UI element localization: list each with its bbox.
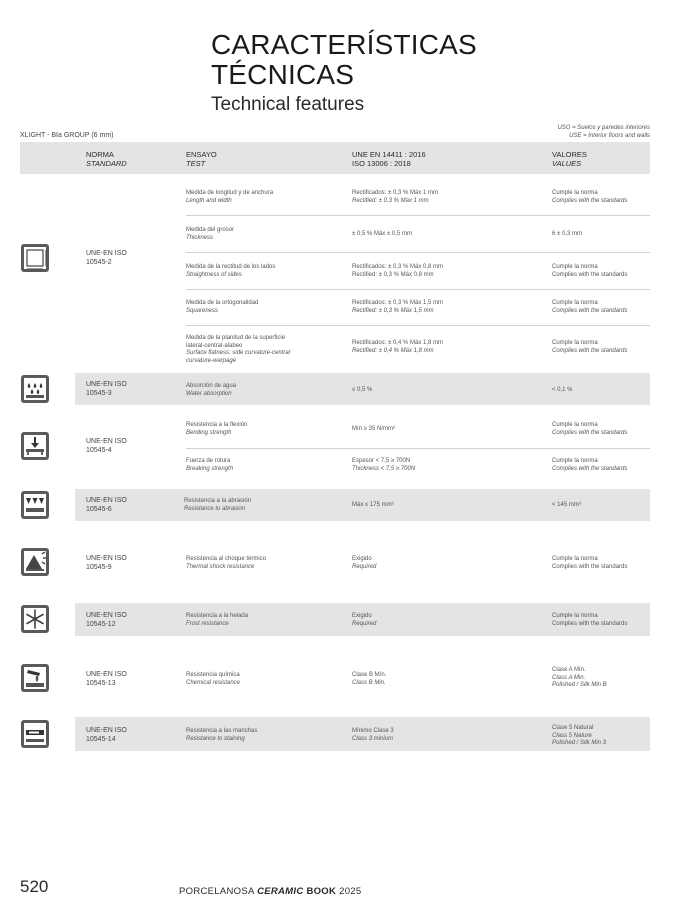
test-en: Water absorption xyxy=(186,390,232,397)
une-en: Required xyxy=(352,563,377,570)
une-en: Required xyxy=(352,620,377,627)
test-es: Medida de longitud y de anchura xyxy=(186,190,274,196)
une-es: ± 0,5 % Máx ± 0,5 mm xyxy=(352,231,412,237)
header-ensayo-en: TEST xyxy=(186,159,206,168)
norm-line-2: 10545-13 xyxy=(86,680,116,687)
val-es: Cumple la norma xyxy=(552,264,598,270)
val-es: 6 ± 0,3 mm xyxy=(552,231,582,237)
une-es: Rectificados: ± 0,3 % Máx 1 mm xyxy=(352,190,438,196)
une-en: Thickness < 7,5 ≥ 700N xyxy=(352,465,416,472)
norm-label xyxy=(86,611,127,629)
test-es: Resistencia a la abrasión xyxy=(184,498,252,504)
norm-line-1: UNE-EN ISO xyxy=(86,555,127,562)
val-es: < 145 mm³ xyxy=(552,502,581,508)
abrasion-icon xyxy=(20,490,50,520)
brand-year: 2025 xyxy=(339,886,362,897)
val-en: Complies with the standards xyxy=(552,620,628,627)
row-separator xyxy=(186,252,650,253)
norm-line-1: UNE-EN ISO xyxy=(86,438,127,445)
val-es: Cumple la norma xyxy=(552,422,598,428)
test-en: Resistance to staining xyxy=(186,735,245,742)
val-es: Cumple la norma xyxy=(552,300,598,306)
header-valores xyxy=(552,150,587,168)
norm-label xyxy=(86,496,127,514)
une-en: Class 3 minium xyxy=(352,735,394,742)
norm-line-1: UNE-EN ISO xyxy=(86,497,127,504)
bending-strength-icon xyxy=(20,431,50,461)
val-extra: Polished / Silk Min 3 xyxy=(552,740,607,746)
header-une xyxy=(352,150,426,168)
val-en: Complies with the standards xyxy=(552,271,628,278)
val-es: < 0,1 % xyxy=(552,387,573,393)
une-es: Mín ≥ 35 N/mm² xyxy=(352,426,395,432)
header-norma-en: STANDARD xyxy=(86,159,127,168)
test-es: Medida de la rectitud de los lados xyxy=(186,264,276,270)
une-en: Rectified: ± 0,4 % Máx 1,8 mm xyxy=(352,347,434,354)
test-en: Straightness of sides xyxy=(186,271,242,278)
brand-ceramic: CERAMIC xyxy=(257,886,304,897)
une-es: Exigido xyxy=(352,556,372,562)
val-es: Clase 5 Natural xyxy=(552,725,594,731)
test-es: Resistencia química xyxy=(186,672,240,678)
une-es: Clase B Mín. xyxy=(352,672,387,678)
header-valores-en: VALUES xyxy=(552,159,582,168)
header-ensayo-es: ENSAYO xyxy=(186,150,217,159)
header-ensayo xyxy=(186,150,217,168)
thermal-shock-icon xyxy=(20,547,50,577)
val-en: Complies with the standards xyxy=(552,429,628,436)
chemical-flask-icon xyxy=(20,663,50,693)
legend-line-1: USO = Suelos y paredes interiores xyxy=(557,125,650,131)
val-es: Cumple la norma xyxy=(552,340,598,346)
test-en: Breaking strength xyxy=(186,465,234,472)
val-en: Class 5 Nature xyxy=(552,732,592,739)
dimension-square-icon xyxy=(20,243,50,273)
footer-brand xyxy=(179,886,361,897)
val-es: Clase A Mín. xyxy=(552,667,586,673)
row-separator xyxy=(186,325,650,326)
header-norma-es: NORMA xyxy=(86,150,114,159)
test-es: Resistencia a la helada xyxy=(186,613,249,619)
val-es: Cumple la norma xyxy=(552,556,598,562)
table-row xyxy=(20,414,650,482)
stain-resistance-icon xyxy=(20,719,50,749)
norm-label xyxy=(86,249,127,267)
table-row xyxy=(20,373,650,405)
header-valores-es: VALORES xyxy=(552,150,587,159)
val-en: Class A Min. xyxy=(552,674,586,681)
table-row xyxy=(20,717,650,751)
test-es: Absorción de agua xyxy=(186,383,237,389)
norm-line-2: 10545-14 xyxy=(86,736,116,743)
brand-book: BOOK xyxy=(306,886,337,897)
norm-label xyxy=(86,726,127,744)
test-en: Frost resistance xyxy=(186,620,229,627)
une-es: Máx ≤ 175 mm³ xyxy=(352,502,394,508)
norm-label xyxy=(86,380,127,398)
norm-line-1: UNE-EN ISO xyxy=(86,612,127,619)
page-subtitle: Technical features xyxy=(211,94,365,115)
test-es: Fuerza de rotura xyxy=(186,458,231,464)
frost-snowflake-icon xyxy=(20,604,50,634)
norm-line-2: 10545-2 xyxy=(86,259,112,266)
test-es: Resistencia a las manchas xyxy=(186,728,258,734)
une-es: Rectificados: ± 0,4 % Máx 1,8 mm xyxy=(352,340,443,346)
test-en: Thermal shock resistance xyxy=(186,563,255,570)
test-en: Thickness xyxy=(186,234,214,241)
une-en: Rectified: ± 0,3 % Máx 1 mm xyxy=(352,197,429,204)
water-drops-icon xyxy=(20,374,50,404)
norm-line-1: UNE-EN ISO xyxy=(86,727,127,734)
usage-legend xyxy=(557,124,650,140)
val-en: Complies with the standards xyxy=(552,465,628,472)
norm-line-2: 10545-4 xyxy=(86,447,112,454)
val-en: Complies with the standards xyxy=(552,347,628,354)
test-es: Medida de la planitud de la superficie lateral-central-alabeo xyxy=(186,335,286,349)
row-separator xyxy=(186,448,650,449)
val-es: Cumple la norma xyxy=(552,458,598,464)
row-separator xyxy=(186,289,650,290)
une-en: Rectified: ± 0,3 % Máx 1,5 mm xyxy=(352,307,434,314)
val-en: Complies with the standards xyxy=(552,197,628,204)
norm-label xyxy=(86,554,127,572)
table-row xyxy=(20,180,650,370)
brand-name: PORCELANOSA xyxy=(179,886,255,897)
row-separator xyxy=(186,215,650,216)
table-row xyxy=(20,660,650,696)
une-es: Rectificados: ± 0,3 % Máx 1,5 mm xyxy=(352,300,443,306)
norm-line-1: UNE-EN ISO xyxy=(86,381,127,388)
une-es: Rectificados: ± 0,3 % Máx 0,8 mm xyxy=(352,264,443,270)
val-es: Cumple la norma xyxy=(552,613,598,619)
une-en: Class B Min. xyxy=(352,679,386,686)
val-en: Complies with the standards xyxy=(552,563,628,570)
test-en: Bending strength xyxy=(186,429,232,436)
norm-label xyxy=(86,670,127,688)
test-en: Squareness xyxy=(186,307,219,314)
norm-label xyxy=(86,437,127,455)
norm-line-2: 10545-9 xyxy=(86,564,112,571)
une-es: Espesor < 7,5 ≥ 700N xyxy=(352,458,411,464)
header-une-2: ISO 13006 : 2018 xyxy=(352,159,411,168)
table-row xyxy=(20,489,650,521)
test-en: Resistance to abrasion xyxy=(184,505,246,512)
test-es: Medida del grosor xyxy=(186,227,235,233)
test-es: Medida de la ortogonalidad xyxy=(186,300,259,306)
val-es: Cumple la norma xyxy=(552,190,598,196)
test-en: Chemical resistance xyxy=(186,679,241,686)
title-line-2: TÉCNICAS xyxy=(211,59,355,90)
legend-line-2: USE = Interior floors and walls xyxy=(569,133,650,139)
test-es: Resistencia al choque térmico xyxy=(186,556,267,562)
table-row xyxy=(20,603,650,636)
test-en: Surface flatness: side curvature-central curvature-warpage xyxy=(186,350,291,364)
val-en: Complies with the standards xyxy=(552,307,628,314)
title-line-1: CARACTERÍSTICAS xyxy=(211,29,477,60)
une-es: Exigido xyxy=(352,613,372,619)
une-es: ≤ 0,5 % xyxy=(352,387,373,393)
header-une-1: UNE EN 14411 : 2016 xyxy=(352,150,426,159)
product-group-label: XLIGHT - BIa GROUP (6 mm) xyxy=(20,132,114,139)
page-title xyxy=(211,30,477,90)
une-en: Rectified: ± 0,3 % Máx 0,8 mm xyxy=(352,271,434,278)
page-number: 520 xyxy=(20,877,49,896)
val-extra: Polished / Silk Min B xyxy=(552,682,607,688)
norm-line-1: UNE-EN ISO xyxy=(86,250,127,257)
norm-line-2: 10545-6 xyxy=(86,506,112,513)
test-es: Resistencia a la flexión xyxy=(186,422,248,428)
norm-line-2: 10545-3 xyxy=(86,390,112,397)
table-row xyxy=(20,546,650,578)
header-norma xyxy=(86,150,127,168)
test-en: Length and width xyxy=(186,197,232,204)
norm-line-1: UNE-EN ISO xyxy=(86,671,127,678)
une-es: Mínimo Clase 3 xyxy=(352,728,394,734)
table-header xyxy=(20,142,650,174)
norm-line-2: 10545-12 xyxy=(86,621,116,628)
